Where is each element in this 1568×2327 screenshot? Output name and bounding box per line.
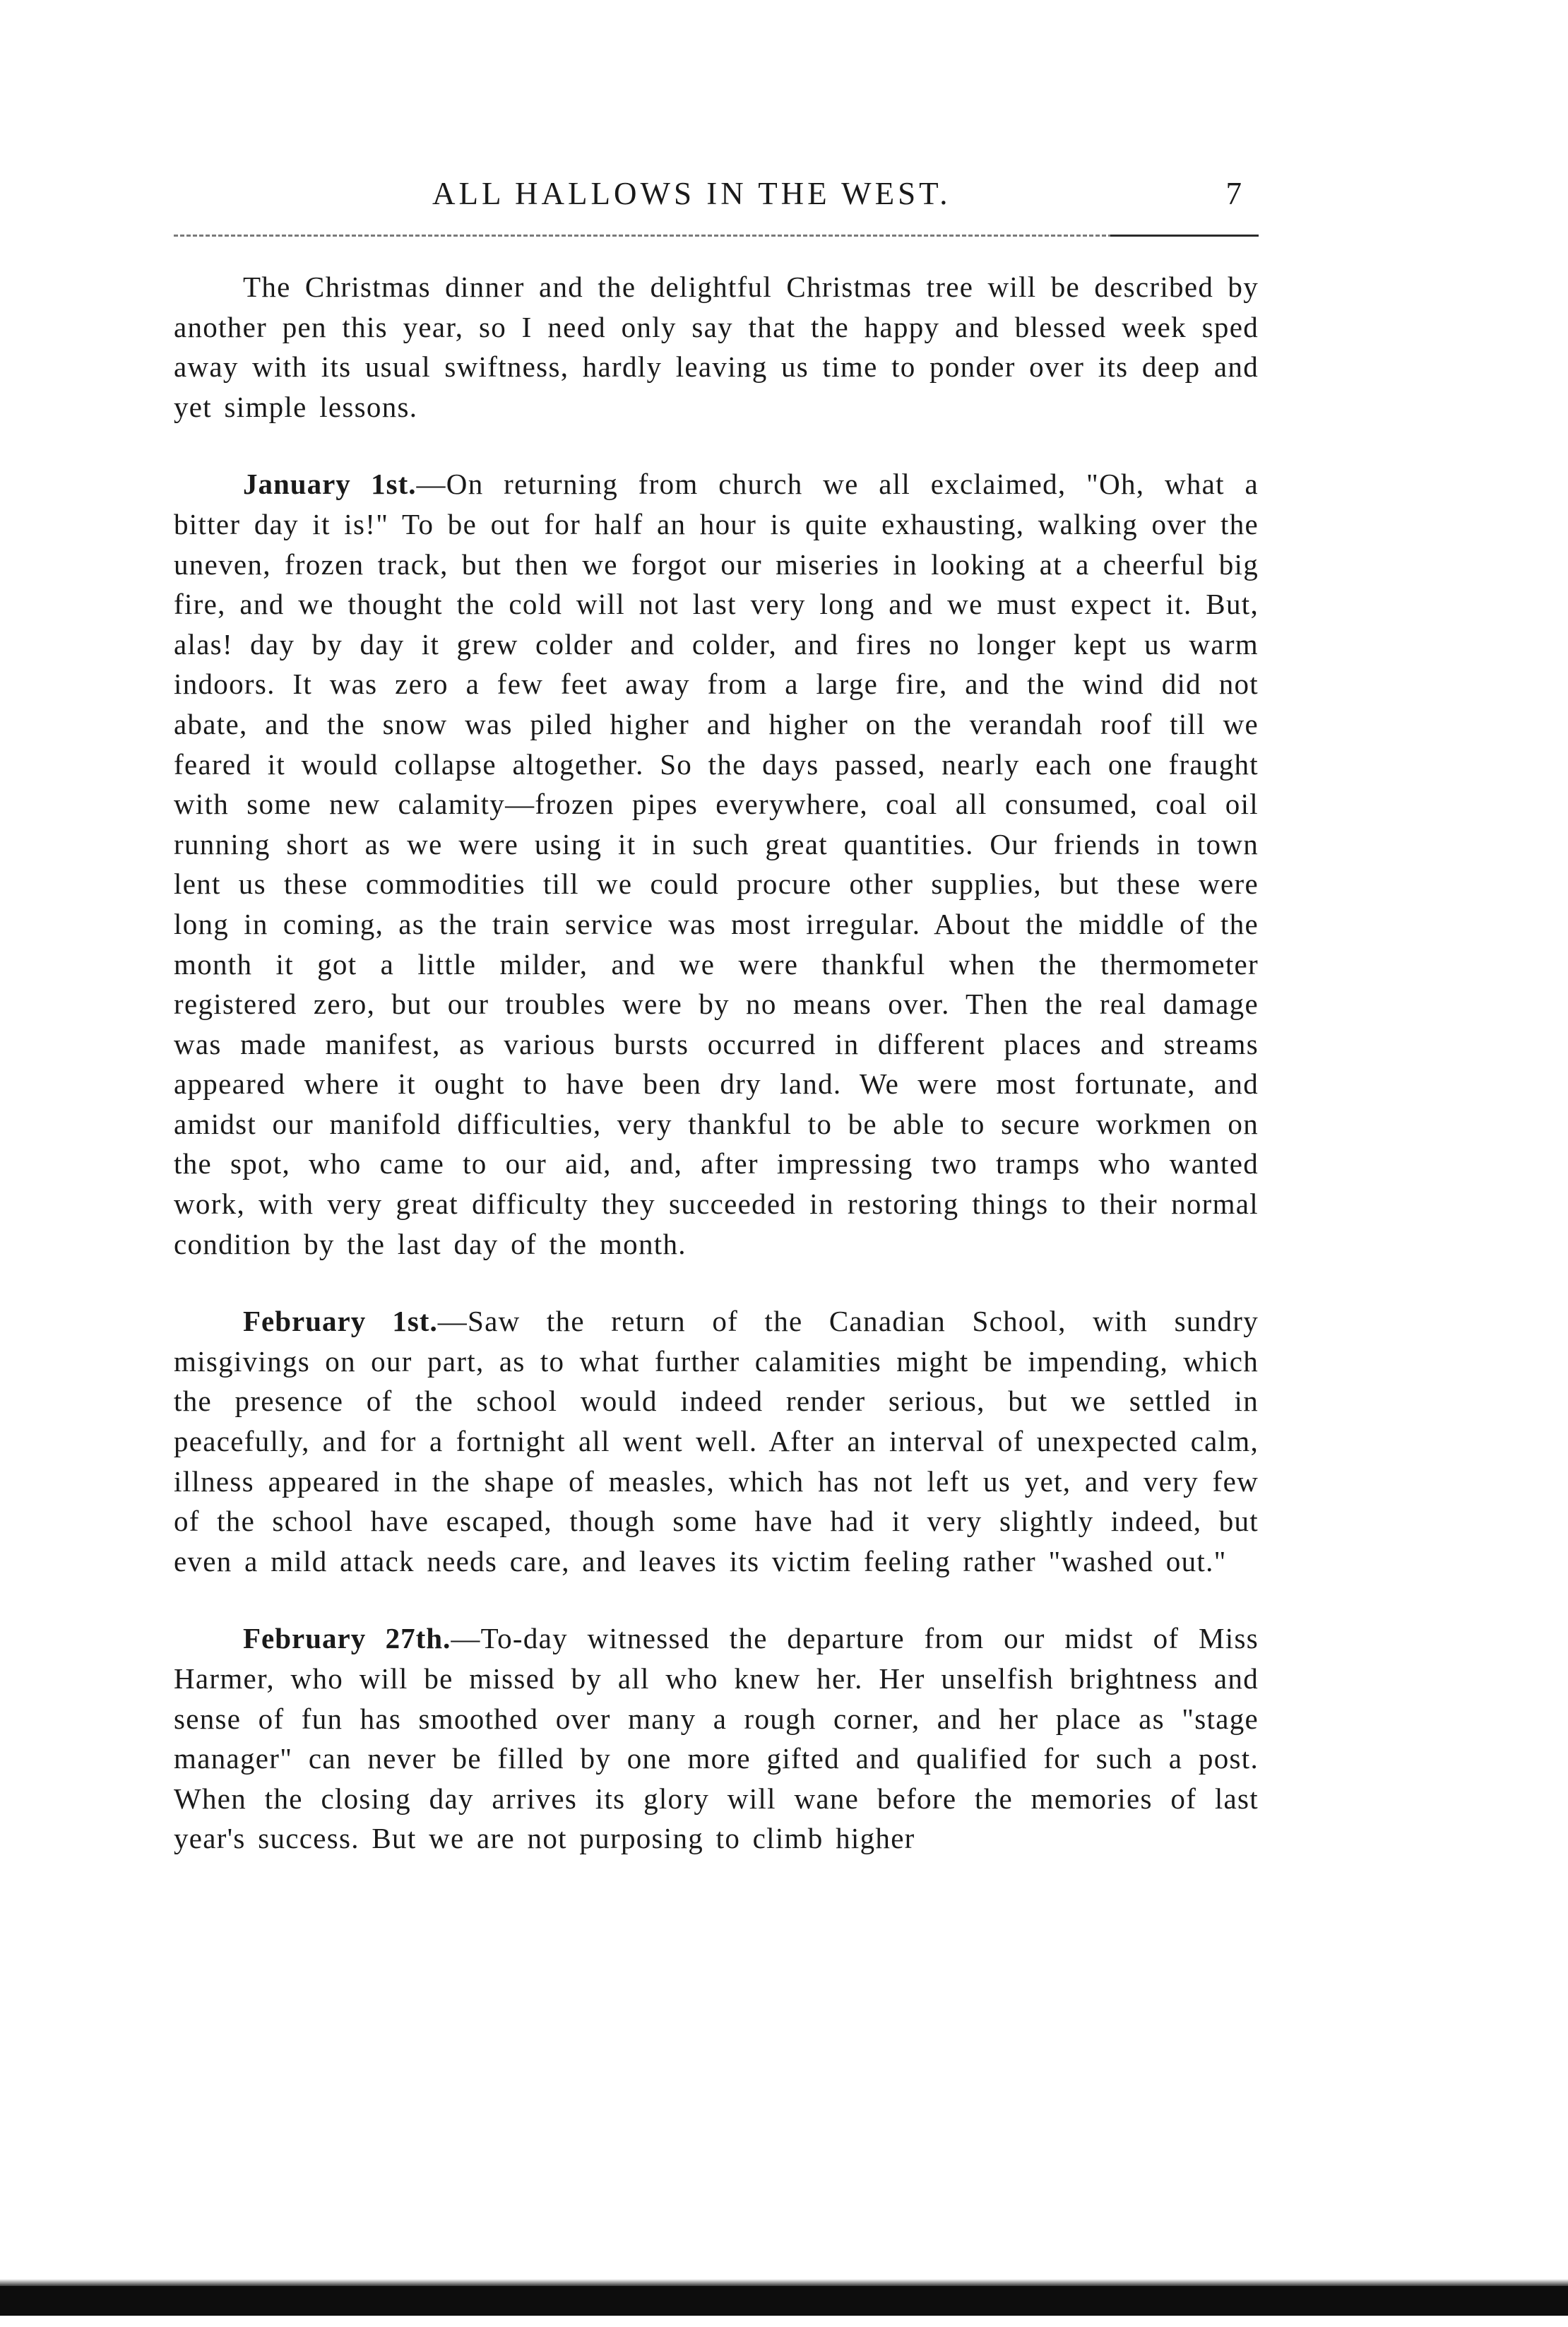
paragraph-christmas [174,267,1259,427]
entry-date: January 1st. [243,468,417,501]
entry-date: February 1st. [243,1305,438,1338]
paragraph-text: The Christmas dinner and the delightful Christmas tree will be described by another pen this year, so I need only say that the happy and blessed week sped away with its usual swiftness, hardly leaving us time to ponder over its deep and yet simple lessons. [174,271,1259,423]
paragraph-february-1 [174,1301,1259,1581]
paragraph-text: —On returning from church we all exclaimed, "Oh, what a bitter day it is!" To be out for half an hour is quite exhausting, walking over the uneven, frozen track, but then we forgot our miseries in looking at a cheerful big fire, and we thought the cold will not last very long and we must expect it. But, alas! day by day it grew colder and colder, and fires no longer kept us warm indoors. It was zero a few feet away from a large fire, and the wind did not abate, and the snow was piled higher and higher on the verandah roof till we feared it would collapse altogether. So the days passed, nearly each one fraught with some new calamity—frozen pipes everywhere, coal all consumed, coal oil running short as we were using it in such great quantities. Our friends in town lent us these commodities till we could procure other supplies, but these were long in coming, as the train service was most irregular. About the middle of the month it got a little milder, and we were thankful when the thermometer registered zero, but our troubles were by no means over. Then the real damage was made manifest, as various bursts occurred in different places and streams appeared where it ought to have been dry land. We were most fortunate, and amidst our manifold difficulties, very thankful to be able to secure workmen on the spot, who came to our aid, and, after impressing two tramps who wanted work, with very great difficulty they succeeded in restoring things to their normal condition by the last day of the month. [174,468,1259,1260]
body-text [174,267,1259,1859]
paragraph-january-1 [174,464,1259,1264]
paragraph-text: —To-day witnessed the departure from our midst of Miss Harmer, who will be missed by all who knew her. Her unselfish brightness and sense of fun has smoothed over many a rough corner, and her place as "stage manager" can never be filled by one more gifted and qualified for such a post. When the closing day arrives its glory will wane before the memories of last year's success. But we are not purposing to climb higher [174,1622,1259,1855]
header-rule [174,235,1259,237]
header-rule-solid [1110,235,1259,237]
page-number: 7 [1225,176,1242,211]
running-head [170,175,1257,225]
scan-edge-shadow [0,2279,1568,2286]
paragraph-text: —Saw the return of the Canadian School, with sundry misgivings on our part, as to what further calamities might be impending, which the presence of the school would indeed render serious, but we settled in peacefully, and for a fortnight all went well. After an interval of unexpected calm, illness appeared in the shape of measles, which has not left us yet, and very few of the school have escaped, though some have had it very slightly indeed, but even a mild attack needs care, and leaves its victim feeling rather "washed out." [174,1305,1259,1577]
running-title: ALL HALLOWS IN THE WEST. [432,176,951,211]
paragraph-february-27 [174,1618,1259,1859]
entry-date: February 27th. [243,1622,451,1655]
scan-edge-bar [0,2286,1568,2316]
